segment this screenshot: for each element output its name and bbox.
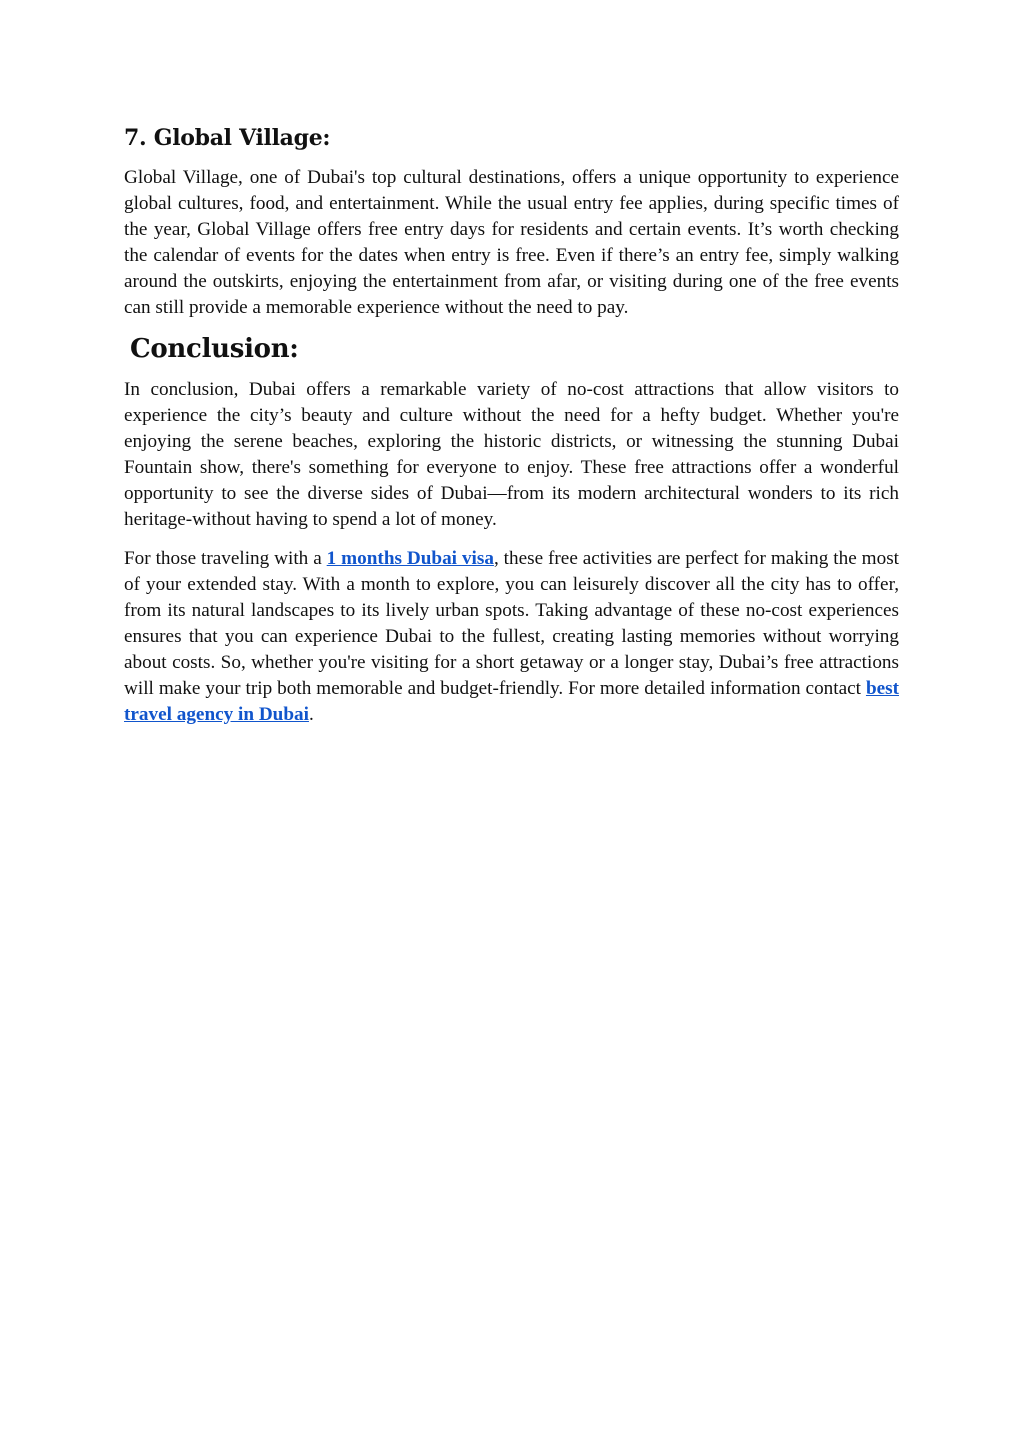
conclusion-heading: Conclusion: bbox=[130, 333, 299, 364]
section-heading-global-village: 7. Global Village: bbox=[124, 125, 331, 151]
paragraph-text: . bbox=[308, 703, 314, 725]
dubai-visa-link[interactable]: 1 months Dubai visa bbox=[326, 547, 494, 569]
conclusion-paragraph-2 bbox=[124, 546, 899, 728]
conclusion-paragraph-1: In conclusion, Dubai offers a remarkable variety of no-cost attractions that allow visitors to experience the city’s beauty and culture without the need for a hefty budget. Whether you're enjoying the serene beaches, exploring the historic districts, or witnessing the stunning Dubai Fountain show, there's something for everyone to enjoy. These free attractions offer a wonderful opportunity to see the diverse sides of Dubai—from its modern architectural wonders to its rich heritage-without having to spend a lot of money. bbox=[124, 378, 899, 530]
travel-agency-link[interactable]: best travel agency in Dubai bbox=[124, 677, 899, 725]
document-page bbox=[124, 118, 899, 741]
paragraph-text: For those traveling with a bbox=[124, 547, 327, 569]
global-village-paragraph: Global Village, one of Dubai's top cultural destinations, offers a unique opportunity to experience global cultures, food, and entertainment. While the usual entry fee applies, during specific times of the year, Global Village offers free entry days for residents and certain events. It’s worth checking the calendar of events for the dates when entry is free. Even if there’s an entry fee, simply walking around the outskirts, enjoying the entertainment from afar, or visiting during one of the free events can still provide a memorable experience without the need to pay. bbox=[124, 166, 899, 318]
paragraph-text: , these free activities are perfect for making the most of your extended stay. With a month to explore, you can leisurely discover all the city has to offer, from its natural landscapes to its lively urban spots. Taking advantage of these no-cost experiences ensures that you can experience Dubai to the fullest, creating lasting memories without worrying about costs. So, whether you're visiting for a short getaway or a longer stay, Dubai’s free attractions will make your trip both memorable and budget-friendly. For more detailed information contact bbox=[124, 547, 899, 699]
